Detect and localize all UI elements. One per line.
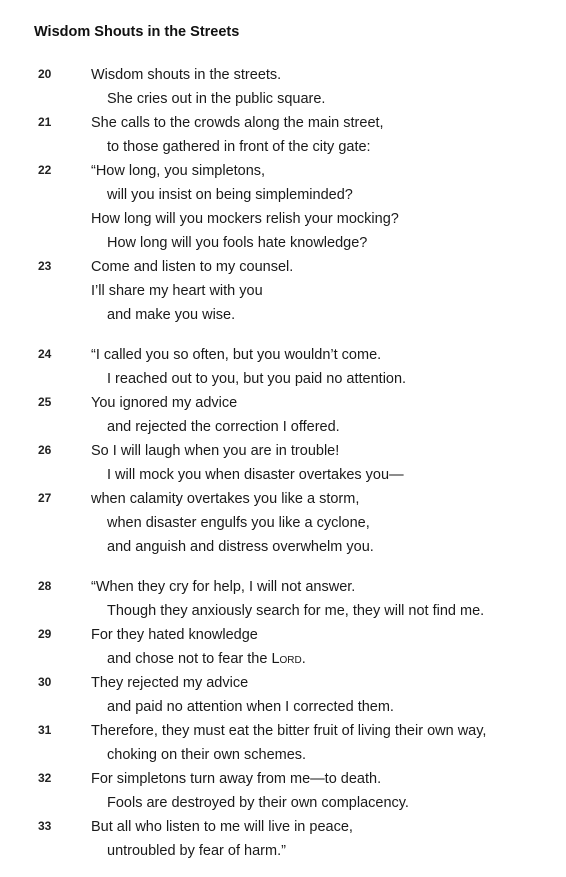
verse-25-line-1: You ignored my advice bbox=[91, 395, 238, 411]
verse-32-line-2: Fools are destroyed by their own complacency. bbox=[107, 795, 409, 811]
divine-name-lord: Lord bbox=[271, 651, 302, 667]
verse-number-24: 24 bbox=[38, 347, 52, 361]
verse-28-line-1: “When they cry for help, I will not answer. bbox=[91, 579, 356, 595]
verse-23-line-3: and make you wise. bbox=[107, 307, 236, 323]
verse-31-line-1: Therefore, they must eat the bitter fruit of living their own way, bbox=[91, 723, 487, 739]
verse-number-33: 33 bbox=[38, 819, 52, 833]
verse-29-line-1: For they hated knowledge bbox=[91, 627, 258, 643]
verse-21-line-1: She calls to the crowds along the main street, bbox=[91, 115, 384, 131]
verse-22-line-1: “How long, you simpletons, bbox=[91, 163, 266, 179]
verse-number-25: 25 bbox=[38, 395, 52, 409]
verse-27-line-1: when calamity overtakes you like a storm, bbox=[91, 491, 360, 507]
section-heading: Wisdom Shouts in the Streets bbox=[34, 24, 240, 40]
verse-number-23: 23 bbox=[38, 259, 52, 273]
verse-22-line-2: will you insist on being simpleminded? bbox=[107, 187, 353, 203]
verse-26-line-1: So I will laugh when you are in trouble! bbox=[91, 443, 340, 459]
verse-33-line-2: untroubled by fear of harm.” bbox=[107, 843, 286, 859]
verse-23-line-1: Come and listen to my counsel. bbox=[91, 259, 294, 275]
verse-number-28: 28 bbox=[38, 579, 52, 593]
verse-number-30: 30 bbox=[38, 675, 52, 689]
verse-number-31: 31 bbox=[38, 723, 52, 737]
verse-26-line-2: I will mock you when disaster overtakes you— bbox=[107, 467, 404, 483]
verse-22-line-4: How long will you fools hate knowledge? bbox=[107, 235, 368, 251]
verse-number-20: 20 bbox=[38, 67, 52, 81]
verse-24-line-1: “I called you so often, but you wouldn’t come. bbox=[91, 347, 382, 363]
verse-30-line-2: and paid no attention when I corrected them. bbox=[107, 699, 394, 715]
verse-number-21: 21 bbox=[38, 115, 52, 129]
verse-number-27: 27 bbox=[38, 491, 52, 505]
verse-33-line-1: But all who listen to me will live in peace, bbox=[91, 819, 353, 835]
verse-number-32: 32 bbox=[38, 771, 52, 785]
verse-20-line-2: She cries out in the public square. bbox=[107, 91, 326, 107]
verse-number-26: 26 bbox=[38, 443, 52, 457]
verse-30-line-1: They rejected my advice bbox=[91, 675, 249, 691]
verse-27-line-2: when disaster engulfs you like a cyclone, bbox=[107, 515, 370, 531]
verse-20-line-1: Wisdom shouts in the streets. bbox=[91, 67, 282, 83]
verse-21-line-2: to those gathered in front of the city gate: bbox=[107, 139, 371, 155]
verse-22-line-3: How long will you mockers relish your mocking? bbox=[91, 211, 399, 227]
verse-29-line-2-end: . bbox=[301, 651, 306, 667]
verse-29-line-2-text: and chose not to fear the bbox=[107, 651, 272, 667]
verse-32-line-1: For simpletons turn away from me—to death. bbox=[91, 771, 382, 787]
verse-number-22: 22 bbox=[38, 163, 52, 177]
verse-31-line-2: choking on their own schemes. bbox=[107, 747, 307, 763]
verse-number-29: 29 bbox=[38, 627, 52, 641]
verse-25-line-2: and rejected the correction I offered. bbox=[107, 419, 340, 435]
verse-29-line-2 bbox=[107, 651, 306, 667]
verse-28-line-2: Though they anxiously search for me, they will not find me. bbox=[107, 603, 485, 619]
verse-23-line-2: I’ll share my heart with you bbox=[91, 283, 263, 299]
verse-24-line-2: I reached out to you, but you paid no attention. bbox=[107, 371, 407, 387]
verse-27-line-3: and anguish and distress overwhelm you. bbox=[107, 539, 374, 555]
